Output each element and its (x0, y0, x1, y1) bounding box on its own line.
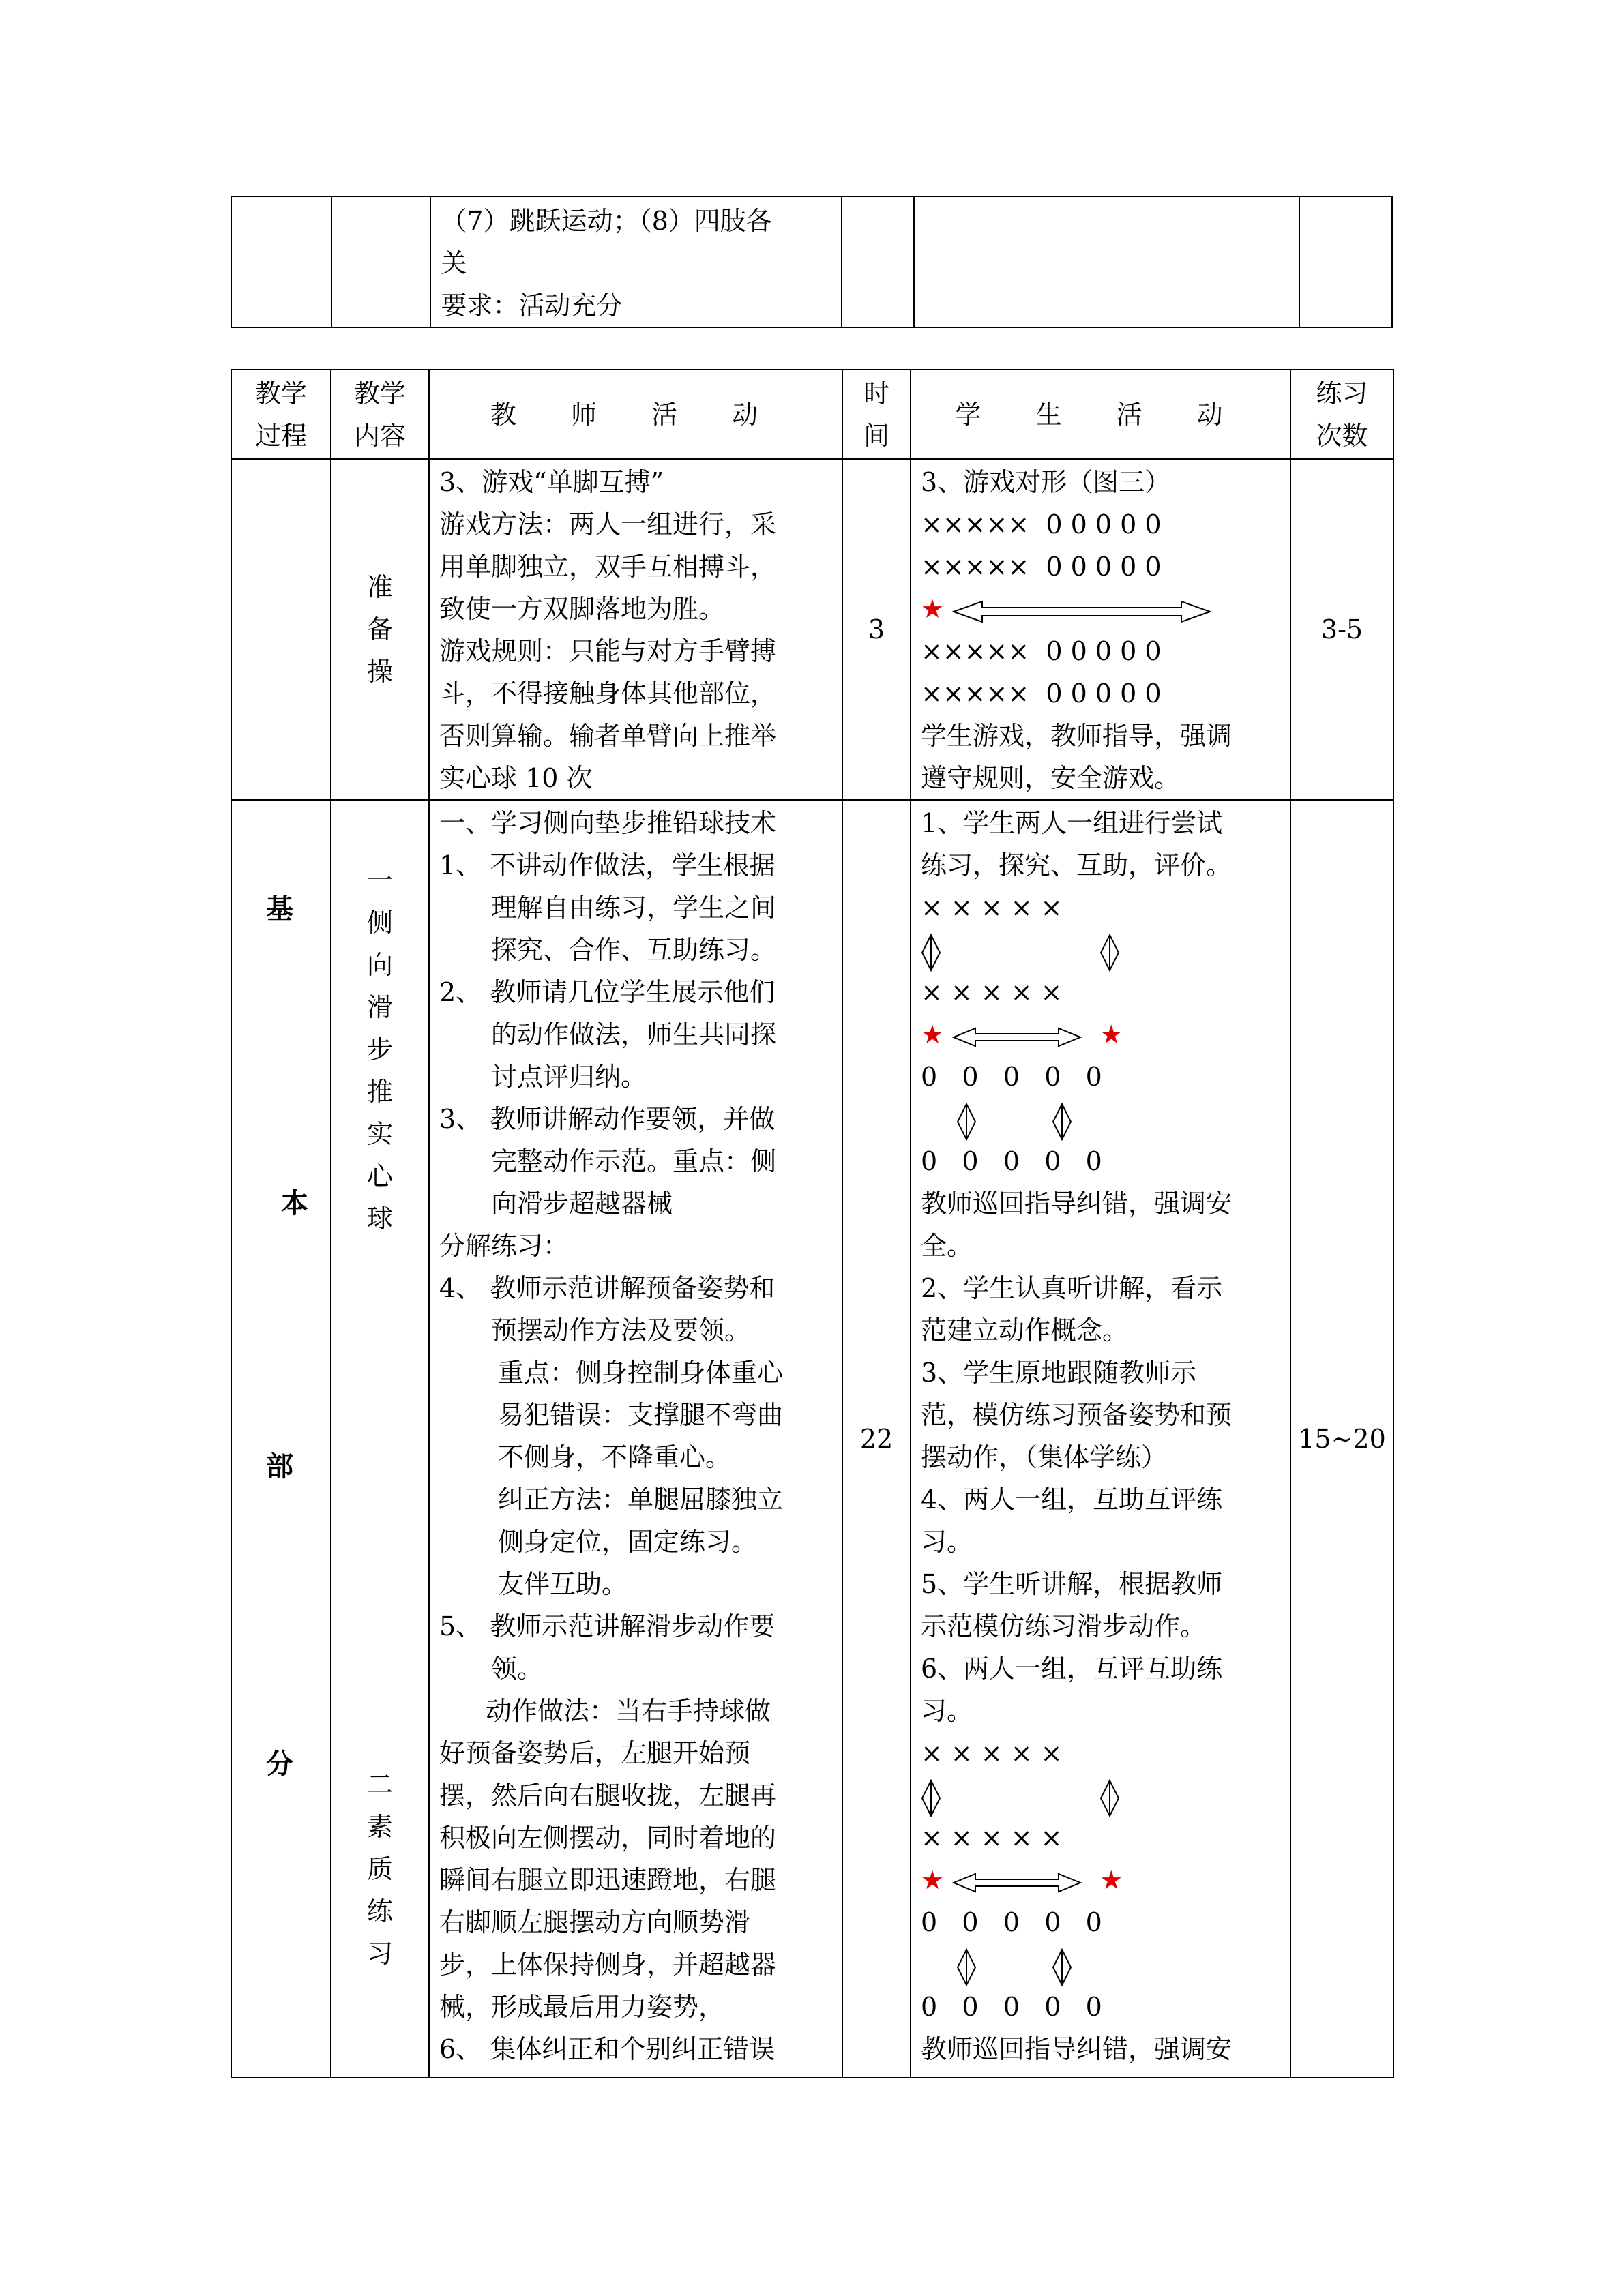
teacher-line: 否则算输。输者单臂向上推举 (439, 721, 777, 751)
teacher-line: 要求：活动充分 (441, 290, 623, 320)
teacher-line: 纠正方法：单腿屈膝独立 (498, 1485, 784, 1515)
diamond-arrow-icon (921, 1779, 941, 1817)
teacher-lines (430, 802, 842, 2070)
teacher-line: 探究、合作、互助练习。 (491, 935, 777, 965)
student-line: 示范模仿练习滑步动作。 (921, 1611, 1207, 1641)
cross-row: × × × × × (921, 977, 1063, 1007)
teacher-line: 用单脚独立，双手互相搏斗， (439, 552, 777, 582)
header-reps: 练习 次数 (1290, 370, 1393, 459)
diamond-arrow-icon (956, 1103, 977, 1141)
diamond-row (911, 929, 1290, 971)
student-line: 2、学生认真听讲解，看示 (921, 1273, 1223, 1303)
student-line: 习。 (921, 1527, 973, 1557)
student-line: 全。 (921, 1231, 973, 1261)
formation-row: ××××× 0 0 0 0 0 (921, 552, 1162, 582)
student-line: 5、学生听讲解，根据教师 (921, 1569, 1223, 1599)
star-icon: ★ (921, 1019, 945, 1049)
teacher-line: 易犯错误：支撑腿不弯曲 (498, 1400, 784, 1430)
teacher-line: 游戏规则：只能与对方手臂搏 (439, 636, 777, 666)
teacher-line: 2、 教师请几位学生展示他们 (439, 977, 776, 1007)
main-content-cell (331, 800, 429, 2078)
prep-content-cell: 准 备 操 (331, 459, 429, 800)
diamond-arrow-icon (1099, 934, 1120, 972)
student-line: 3、游戏对形（图三） (921, 467, 1171, 497)
header-time: 时 间 (842, 370, 911, 459)
main-reps-cell: 15~20 (1290, 800, 1393, 2078)
star-arrow-row (911, 588, 1290, 630)
teacher-line: 不侧身，不降重心。 (498, 1442, 732, 1472)
star-icon: ★ (1099, 1019, 1123, 1049)
student-line: 教师巡回指导纠错，强调安 (921, 2034, 1232, 2064)
main-time-cell: 22 (842, 800, 911, 2078)
diamond-arrow-icon (956, 1948, 977, 1986)
zero-row: 0 0 0 0 0 (921, 1992, 1102, 2022)
teacher-line: 侧身定位，固定练习。 (498, 1527, 758, 1557)
teacher-line: 友伴互助。 (498, 1569, 628, 1599)
star-arrow-row (911, 1859, 1290, 1901)
reps-cell (1299, 196, 1392, 327)
teacher-line: 关 (441, 248, 467, 278)
prep-row (231, 459, 1393, 800)
student-line: 遵守规则，安全游戏。 (921, 763, 1181, 793)
prep-reps-cell: 3-5 (1290, 459, 1393, 800)
teacher-line: 理解自由练习，学生之间 (491, 893, 777, 923)
zero-row: 0 0 0 0 0 (921, 1062, 1102, 1092)
teacher-line: 游戏方法：两人一组进行，采 (439, 509, 777, 539)
teacher-line: 的动作做法，师生共同探 (491, 1019, 777, 1049)
prep-student-cell (911, 459, 1290, 800)
star-icon: ★ (1099, 1865, 1123, 1895)
student-line: 范，模仿练习预备姿势和预 (921, 1400, 1232, 1430)
diamond-arrow-icon (1052, 1948, 1072, 1986)
teacher-line: 1、 不讲动作做法，学生根据 (439, 850, 776, 880)
double-arrow-icon (952, 1873, 1082, 1893)
student-line: 练习，探究、互助，评价。 (921, 850, 1232, 880)
main-student-cell (911, 800, 1290, 2078)
content-topic-2: 二 素 质 练 习 (366, 1770, 393, 1969)
diamond-row (911, 1943, 1290, 1986)
teacher-line: 致使一方双脚落地为胜。 (439, 594, 725, 624)
student-line: 1、学生两人一组进行尝试 (921, 808, 1223, 838)
header-content: 教学 内容 (331, 370, 429, 459)
header-teacher: 教 师 活 动 (429, 370, 842, 459)
teacher-line: 3、游戏“单脚互搏” (439, 467, 664, 497)
cross-row: × × × × × (921, 1738, 1063, 1768)
formation-row: ××××× 0 0 0 0 0 (921, 636, 1162, 666)
teacher-line: 械，形成最后用力姿势， (439, 1992, 725, 2022)
teacher-line: 向滑步超越器械 (491, 1189, 673, 1219)
process-char: 分 (266, 1748, 293, 1780)
student-line: 6、两人一组，互评互助练 (921, 1654, 1223, 1684)
star-icon: ★ (921, 1865, 945, 1895)
student-line: 教师巡回指导纠错，强调安 (921, 1189, 1232, 1219)
cross-row: × × × × × (921, 893, 1063, 923)
zero-row: 0 0 0 0 0 (921, 1907, 1102, 1937)
teacher-line: 5、 教师示范讲解滑步动作要 (439, 1611, 776, 1641)
prep-teacher-cell (429, 459, 842, 800)
main-process-cell (231, 800, 331, 2078)
lesson-plan-table (231, 369, 1394, 2078)
cross-row: × × × × × (921, 1823, 1063, 1853)
prep-time-cell: 3 (842, 459, 911, 800)
double-arrow-icon (952, 600, 1211, 623)
main-teacher-cell (429, 800, 842, 2078)
formation-row: ××××× 0 0 0 0 0 (921, 679, 1162, 709)
teacher-cell (430, 196, 842, 327)
diamond-arrow-icon (921, 934, 941, 972)
teacher-line: 右脚顺左腿摆动方向顺势滑 (439, 1907, 751, 1937)
prep-process-cell (231, 459, 331, 800)
student-cell (914, 196, 1299, 327)
double-arrow-icon (952, 1027, 1082, 1047)
student-line: 范建立动作概念。 (921, 1315, 1129, 1345)
student-line: 3、学生原地跟随教师示 (921, 1358, 1197, 1388)
diamond-row (911, 1774, 1290, 1817)
process-char: 基 (266, 893, 293, 925)
teacher-line: （7）跳跃运动；（8）四肢各 (441, 206, 772, 236)
teacher-line: 步，上体保持侧身，并超越器 (439, 1950, 777, 1980)
header-process: 教学 过程 (231, 370, 331, 459)
star-arrow-row (911, 1013, 1290, 1056)
top-continuation-table (231, 196, 1393, 328)
teacher-line: 4、 教师示范讲解预备姿势和 (439, 1273, 776, 1303)
diamond-arrow-icon (1052, 1103, 1072, 1141)
table-header-row (231, 370, 1393, 459)
student-line: 学生游戏，教师指导，强调 (921, 721, 1232, 751)
time-cell (842, 196, 914, 327)
process-cell (231, 196, 331, 327)
process-char: 本 (281, 1187, 308, 1219)
teacher-line: 预摆动作方法及要领。 (491, 1315, 751, 1345)
teacher-line: 摆，然后向右腿收拢，左腿再 (439, 1780, 777, 1810)
teacher-star: ★ (921, 594, 945, 624)
teacher-line: 6、 集体纠正和个别纠正错误 (439, 2034, 776, 2064)
content-topic-1: 一 侧 向 滑 步 推 实 心 球 (366, 865, 393, 1234)
student-line: 习。 (921, 1696, 973, 1726)
main-row (231, 800, 1393, 2078)
formation-row: ××××× 0 0 0 0 0 (921, 509, 1162, 539)
teacher-line: 完整动作示范。重点：侧 (491, 1146, 777, 1176)
header-student: 学 生 活 动 (911, 370, 1290, 459)
teacher-line: 3、 教师讲解动作要领，并做 (439, 1104, 776, 1134)
content-cell (331, 196, 430, 327)
teacher-line: 动作做法：当右手持球做 (486, 1696, 771, 1726)
zero-row: 0 0 0 0 0 (921, 1146, 1102, 1176)
diamond-arrow-icon (1099, 1779, 1120, 1817)
diamond-row (911, 1098, 1290, 1140)
teacher-line: 好预备姿势后，左腿开始预 (439, 1738, 751, 1768)
teacher-line: 重点：侧身控制身体重心 (498, 1358, 784, 1388)
teacher-line: 积极向左侧摆动，同时着地的 (439, 1823, 777, 1853)
process-char: 部 (266, 1450, 293, 1482)
teacher-line: 讨点评归纳。 (491, 1062, 647, 1092)
student-mid-lines (911, 1182, 1290, 1732)
teacher-line: 实心球 10 次 (439, 763, 593, 793)
teacher-line: 一、学习侧向垫步推铅球技术 (439, 808, 777, 838)
student-line: 4、两人一组，互助互评练 (921, 1485, 1223, 1515)
student-line: 摆动作，（集体学练） (921, 1442, 1168, 1472)
teacher-line: 分解练习： (439, 1231, 570, 1261)
teacher-line: 领。 (491, 1654, 544, 1684)
teacher-line: 斗，不得接触身体其他部位， (439, 679, 777, 709)
teacher-line: 瞬间右腿立即迅速蹬地，右腿 (439, 1865, 777, 1895)
